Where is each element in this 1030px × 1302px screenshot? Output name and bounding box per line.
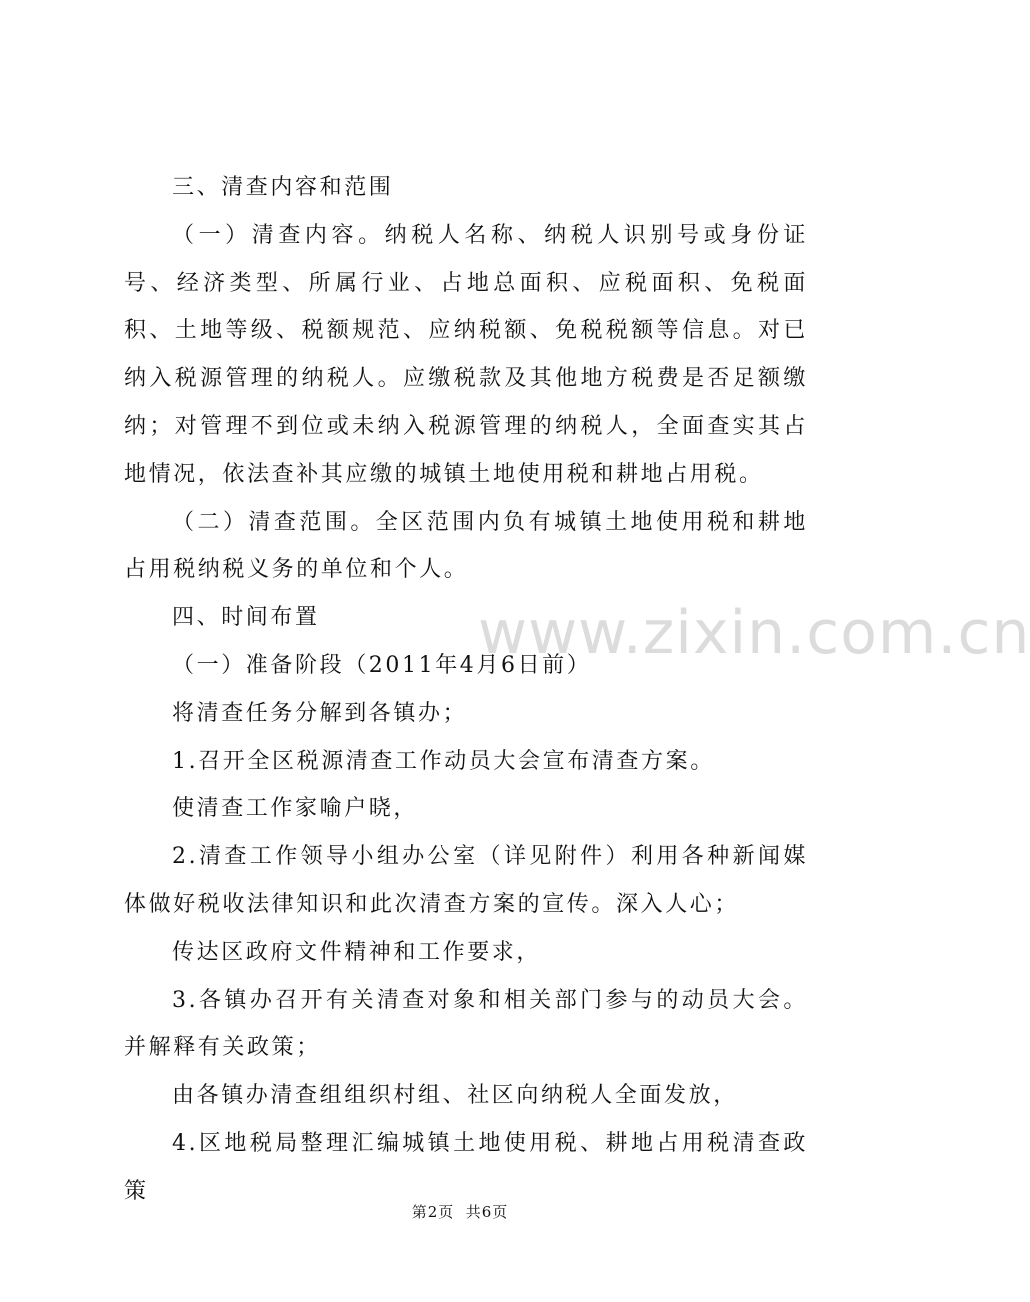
paragraph: （一）准备阶段（2011年4月6日前） [172, 652, 592, 678]
paragraph: 1.召开全区税源清查工作动员大会宣布清查方案。 [172, 748, 715, 774]
watermark: www.zixin.com.cn [478, 598, 1030, 668]
paragraph: （二）清查范围。全区范围内负有城镇土地使用税和耕地占用税纳税义务的单位和个人。 [124, 509, 808, 583]
document-body [124, 164, 808, 1216]
paragraph: 由各镇办清查组组织村组、社区向纳税人全面发放， [172, 1083, 738, 1109]
paragraph: （一）清查内容。纳税人名称、纳税人识别号或身份证号、经济类型、所属行业、占地总面积、应税面积、免税面积、土地等级、税额规范、应纳税额、免税税额等信息。对已纳入税源管理的纳税人。应缴税款及其他地方税费是否足额缴纳；对管理不到位或未纳入税源管理的纳税人，全面查实其占地情况，依法查补其应缴的城镇土地使用税和耕地占用税。 [124, 222, 808, 487]
paragraph: 2.清查工作领导小组办公室（详见附件）利用各种新闻媒体做好税收法律知识和此次清查方案的宣传。深入人心； [124, 844, 808, 917]
paragraph: 3.各镇办召开有关清查对象和相关部门参与的动员大会。并解释有关政策； [124, 987, 808, 1061]
paragraph: 使清查工作家喻户晓， [172, 796, 419, 822]
paragraph: 4.区地税局整理汇编城镇土地使用税、耕地占用税清查政策 [124, 1130, 808, 1204]
paragraph: 将清查任务分解到各镇办； [172, 700, 468, 726]
paragraph: 传达区政府文件精神和工作要求， [172, 939, 542, 965]
page-footer: 第2页 共6页 [411, 1203, 509, 1221]
section-heading: 三、清查内容和范围 [172, 175, 394, 200]
section-heading: 四、时间布置 [172, 605, 320, 631]
